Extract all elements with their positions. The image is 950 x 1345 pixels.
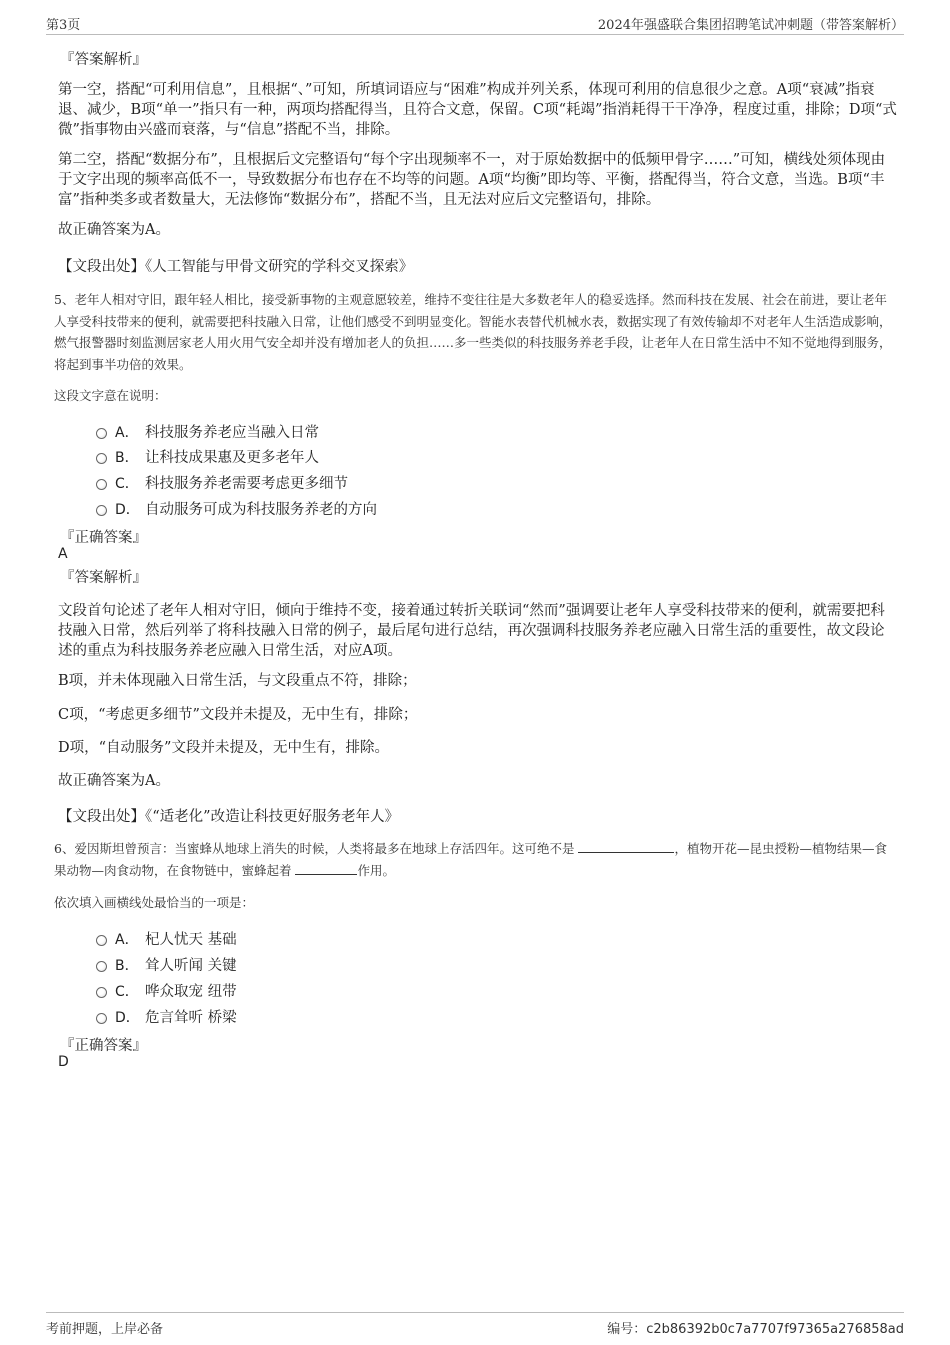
footer-slogan: 考前押题，上岸必备 <box>46 1322 164 1337</box>
option-text: 哗众取宠 纽带 <box>145 984 237 1000</box>
option-text: 科技服务养老应当融入日常 <box>145 425 319 441</box>
option-text: 耸人听闻 关键 <box>145 958 237 974</box>
option-letter: C． <box>115 983 139 1000</box>
option-letter: A． <box>115 424 139 441</box>
question-text-part: ，植物开花—昆虫授粉—植物结果—食果动物—肉食动物，在食物链中，蜜蜂起着 <box>54 841 887 878</box>
analysis-paragraph: 第一空，搭配“可利用信息”，且根据“、”可知，所填词语应与“困难”构成并列关系，体现可利用的信息很少之意。A项“衰减”指衰退、减少，B项“单一”指只有一种，两项均搭配得当，且符合文意，保留。C项“耗竭”指消耗得干干净净，程度过重，排除；D项“式微”指事物由兴盛而衰落，与“信息”搭配不当，排除。 <box>58 82 897 138</box>
radio-icon[interactable] <box>96 1013 107 1024</box>
radio-icon[interactable] <box>96 453 107 464</box>
option-letter: D． <box>115 501 140 518</box>
document-id: 编号：c2b86392b0c7a7707f97365a276858ad <box>607 1322 904 1337</box>
option-letter: B． <box>115 957 139 974</box>
option-d[interactable] <box>96 498 377 519</box>
question-text-part: 6、爱因斯坦曾预言：当蜜蜂从地球上消失的时候，人类将最多在地球上存活四年。这可绝不是 <box>54 841 579 856</box>
option-letter: B． <box>115 449 139 466</box>
option-c[interactable] <box>96 472 348 493</box>
question-prompt: 依次填入画横线处最恰当的一项是： <box>54 895 255 910</box>
analysis-conclusion: 故正确答案为A。 <box>58 222 170 238</box>
radio-icon[interactable] <box>96 935 107 946</box>
option-text: 危言耸听 桥梁 <box>145 1010 237 1026</box>
option-letter: C． <box>115 475 139 492</box>
question-text-part: 作用。 <box>357 862 395 878</box>
question-text: 5、老年人相对守旧，跟年轻人相比，接受新事物的主观意愿较差，维持不变往往是大多数老年人的稳妥选择。然而科技在发展、社会在前进，要让老年人享受科技带来的便利，就需要把科技融入日常，让他们感受不到明显变化。智能水表替代机械水表，数据实现了有效传输却不对老年人生活造成影响，燃气报警器时刻监测居家老人用火用气安全却并没有增加老人的负担……多一些类似的科技服务养老手段，让老年人在日常生活中不知不觉地得到服务，将起到事半功倍的效果。 <box>54 292 892 372</box>
option-letter: D． <box>115 1009 140 1026</box>
radio-icon[interactable] <box>96 479 107 490</box>
correct-answer: A <box>58 546 68 562</box>
correct-answer-label: 『正确答案』 <box>60 530 147 546</box>
correct-answer: D <box>58 1054 69 1070</box>
option-text: 自动服务可成为科技服务养老的方向 <box>145 502 377 518</box>
analysis-paragraph: C项，“考虑更多细节”文段并未提及，无中生有，排除； <box>58 707 418 723</box>
page-number: 第3页 <box>46 18 81 33</box>
page-footer <box>46 1312 904 1337</box>
option-d[interactable] <box>96 1006 237 1027</box>
option-b[interactable] <box>96 446 319 467</box>
document-title: 2024年强盛联合集团招聘笔试冲刺题（带答案解析） <box>597 18 904 33</box>
radio-icon[interactable] <box>96 428 107 439</box>
radio-icon[interactable] <box>96 987 107 998</box>
question-text <box>54 838 899 881</box>
analysis-paragraph: 第二空，搭配“数据分布”，且根据后文完整语句“每个字出现频率不一，对于原始数据中的低频甲骨字……”可知，横线处须体现由于文字出现的频率高低不一，导致数据分布也存在不均等的问题。A项“均衡”即均等、平衡，搭配得当，符合文意，当选。B项“丰富”指种类多或者数量大，无法修饰“数据分布”，搭配不当，且无法对应后文完整语句，排除。 <box>58 152 886 208</box>
option-letter: A． <box>115 931 139 948</box>
correct-answer-label: 『正确答案』 <box>60 1038 147 1054</box>
radio-icon[interactable] <box>96 505 107 516</box>
source-citation: 【文段出处】《人工智能与甲骨文研究的学科交叉探索》 <box>58 259 414 275</box>
fill-blank <box>295 860 357 875</box>
analysis-paragraph: 文段首句论述了老年人相对守旧，倾向于维持不变，接着通过转折关联词“然而”强调要让老年人享受科技带来的便利，就需要把科技融入日常，然后列举了将科技融入日常的例子，最后尾句进行总结，再次强调科技服务养老应融入日常生活的重要性，故文段论述的重点为科技服务养老应融入日常生活，对应A项。 <box>58 603 885 659</box>
page-header <box>46 14 904 35</box>
source-citation: 【文段出处】《“适老化”改造让科技更好服务老年人》 <box>58 809 400 825</box>
fill-blank <box>578 838 674 853</box>
analysis-conclusion: 故正确答案为A。 <box>58 773 170 789</box>
question-prompt: 这段文字意在说明： <box>54 388 167 403</box>
option-text: 杞人忧天 基础 <box>145 932 237 948</box>
option-c[interactable] <box>96 980 237 1001</box>
option-a[interactable] <box>96 421 319 442</box>
analysis-paragraph: D项，“自动服务”文段并未提及，无中生有，排除。 <box>58 740 389 756</box>
option-text: 让科技成果惠及更多老年人 <box>145 450 319 466</box>
analysis-paragraph: B项，并未体现融入日常生活，与文段重点不符，排除； <box>58 673 417 689</box>
analysis-label: 『答案解析』 <box>60 570 147 586</box>
radio-icon[interactable] <box>96 961 107 972</box>
option-b[interactable] <box>96 954 237 975</box>
option-text: 科技服务养老需要考虑更多细节 <box>145 476 348 492</box>
analysis-label: 『答案解析』 <box>60 52 147 68</box>
option-a[interactable] <box>96 928 237 949</box>
